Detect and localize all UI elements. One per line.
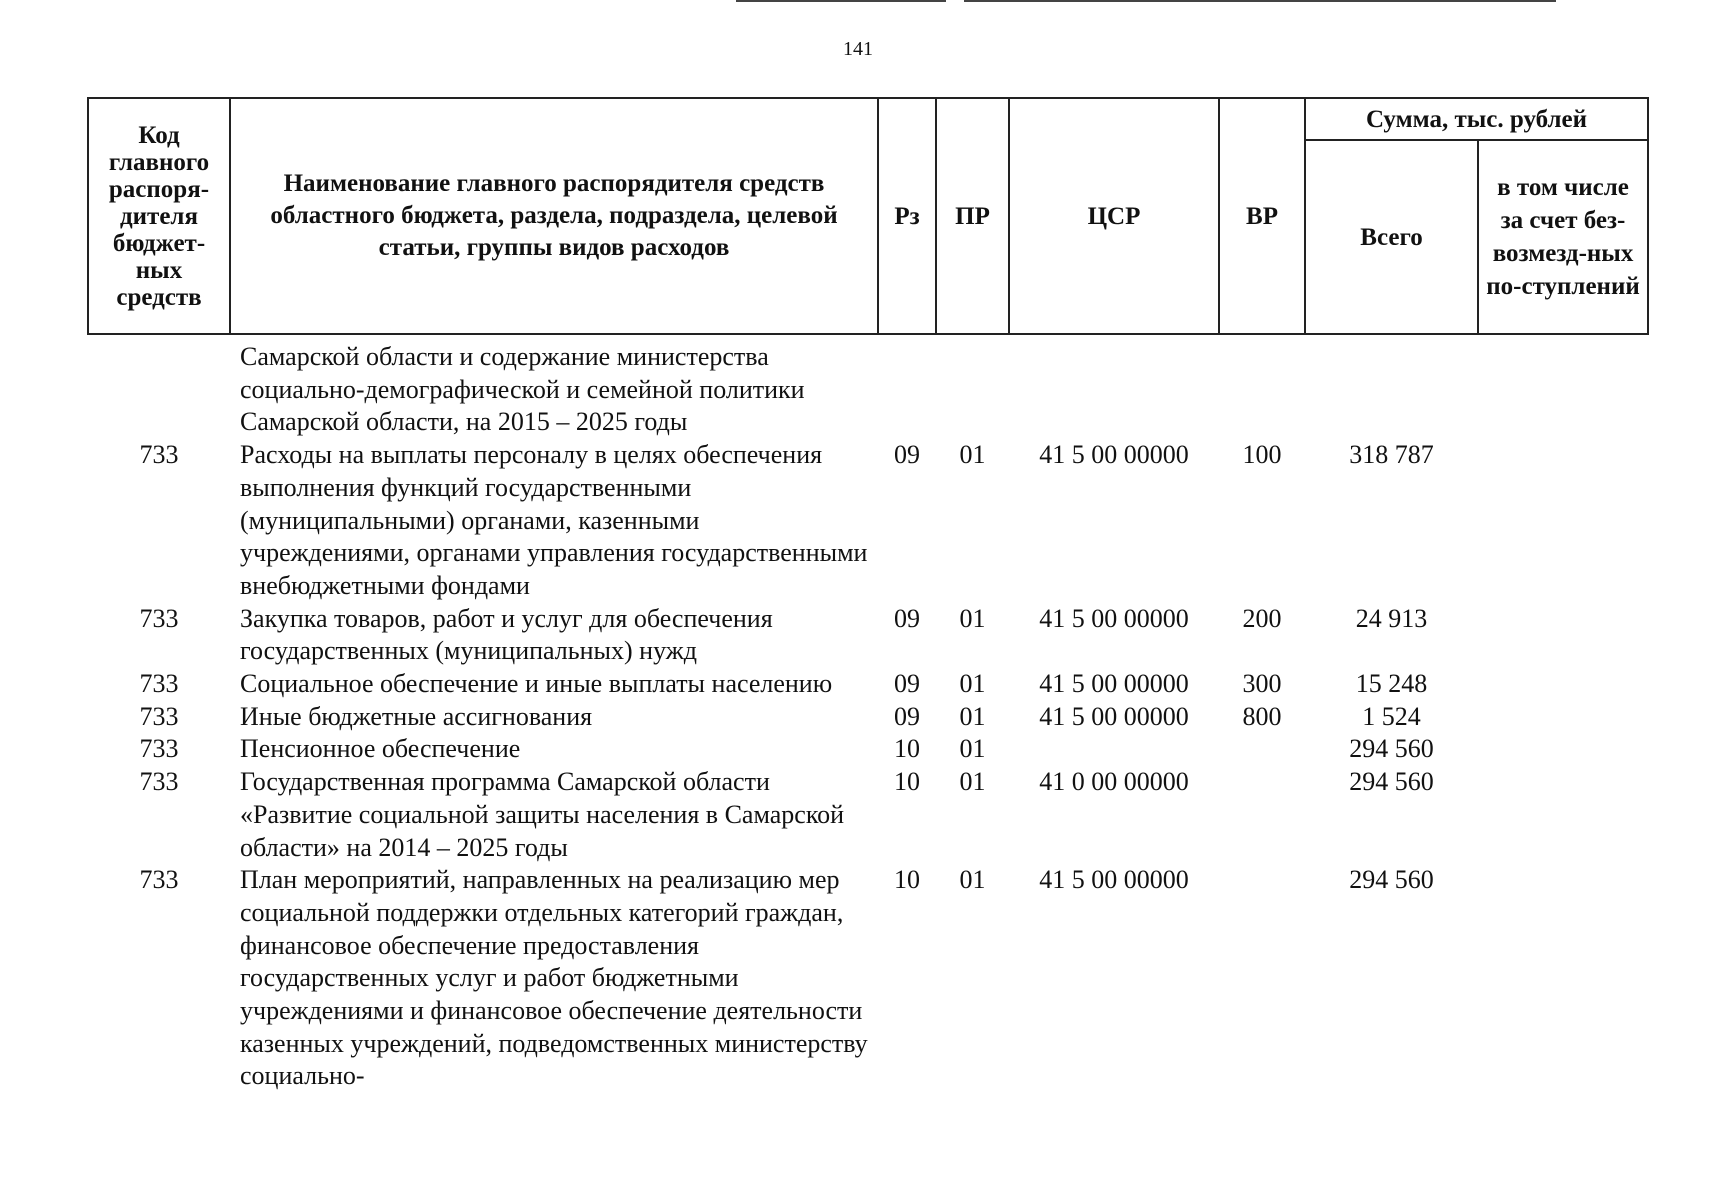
cell-pr: 01 — [959, 865, 986, 895]
cell-vr — [1219, 733, 1305, 766]
table-row — [88, 439, 1648, 603]
cell-code: 733 — [139, 603, 179, 633]
header-vr: ВР — [1219, 98, 1305, 334]
cell-total: 15 248 — [1355, 669, 1428, 699]
cell-code: 733 — [139, 734, 179, 764]
cell-vr: 100 — [1242, 440, 1282, 470]
cell-gratuitous — [1478, 733, 1648, 766]
table-row — [88, 766, 1648, 864]
cell-rz: 10 — [894, 734, 920, 764]
cell-name: Расходы на выплаты персоналу в целях обеспечения выполнения функций государственными (муниципальными) органами, казенными учреждениями, органами управления государственными внебюджетными фондами — [240, 440, 868, 600]
cell-code: 733 — [139, 669, 179, 699]
table-body — [88, 334, 1648, 1093]
table-row — [88, 733, 1648, 766]
cell-name: Закупка товаров, работ и услуг для обеспечения государственных (муниципальных) нужд — [240, 603, 773, 666]
cell-csr: 41 5 00 00000 — [1039, 603, 1189, 633]
cell-name: План мероприятий, направленных на реализацию мер социальной поддержки отдельных категорий граждан, финансовое обеспечение предоставления государственных услуг и работ бюджетными учреждениями и финансовое обеспечение деятельности казенных учреждений, подведомственных министерству социально- — [240, 865, 868, 1091]
cell-csr: 41 5 00 00000 — [1039, 669, 1189, 699]
cell-rz: 10 — [894, 865, 920, 895]
cell-pr — [936, 334, 1009, 439]
cell-pr: 01 — [959, 603, 986, 633]
cell-rz: 09 — [894, 669, 920, 699]
cell-rz: 09 — [894, 603, 920, 633]
cell-code: 733 — [139, 767, 179, 797]
cell-total: 318 787 — [1349, 440, 1434, 470]
cell-vr: 800 — [1242, 701, 1282, 731]
cell-code: 733 — [139, 865, 179, 895]
cell-csr: 41 0 00 00000 — [1039, 767, 1189, 797]
table-row — [88, 334, 1648, 439]
table-header — [88, 98, 1648, 334]
header-pr: ПР — [936, 98, 1009, 334]
cell-pr: 01 — [959, 701, 986, 731]
cell-total: 294 560 — [1349, 865, 1434, 895]
cell-gratuitous — [1478, 864, 1648, 1093]
cell-name: Государственная программа Самарской области «Развитие социальной защиты населения в Самарской области» на 2014 – 2025 годы — [240, 767, 845, 862]
cell-vr — [1219, 864, 1305, 1093]
header-total: Всего — [1305, 140, 1478, 334]
cell-csr: 41 5 00 00000 — [1039, 440, 1189, 470]
cell-pr: 01 — [959, 734, 986, 764]
cell-gratuitous — [1478, 439, 1648, 603]
cell-vr: 300 — [1242, 669, 1282, 699]
cell-csr: 41 5 00 00000 — [1039, 701, 1189, 731]
cell-rz — [878, 334, 936, 439]
header-code: Код главного распоря-дителя бюджет-ных средств — [88, 98, 230, 334]
header-name: Наименование главного распорядителя средств областного бюджета, раздела, подраздела, целевой статьи, группы видов расходов — [230, 98, 878, 334]
cell-gratuitous — [1478, 766, 1648, 864]
cell-gratuitous — [1478, 334, 1648, 439]
cell-vr — [1219, 334, 1305, 439]
cell-rz: 10 — [894, 767, 920, 797]
cell-total — [1305, 334, 1478, 439]
cell-name: Социальное обеспечение и иные выплаты населению — [240, 669, 833, 699]
cell-pr: 01 — [959, 767, 986, 797]
cell-csr — [1009, 733, 1219, 766]
table-row — [88, 603, 1648, 668]
cell-total: 294 560 — [1349, 734, 1434, 764]
cell-name: Пенсионное обеспечение — [240, 734, 521, 764]
cell-rz: 09 — [894, 440, 920, 470]
cell-csr: 41 5 00 00000 — [1039, 865, 1189, 895]
cell-pr: 01 — [959, 669, 986, 699]
header-csr: ЦСР — [1009, 98, 1219, 334]
cell-gratuitous — [1478, 701, 1648, 734]
top-edge-rule-right — [964, 0, 1556, 2]
cell-rz: 09 — [894, 701, 920, 731]
top-edge-rule-left — [736, 0, 946, 2]
cell-gratuitous — [1478, 668, 1648, 701]
budget-table — [87, 97, 1649, 1093]
cell-total: 24 913 — [1355, 603, 1428, 633]
cell-code: 733 — [139, 440, 179, 470]
header-rz: Рз — [878, 98, 936, 334]
cell-pr: 01 — [959, 440, 986, 470]
table-row — [88, 668, 1648, 701]
cell-total: 1 524 — [1362, 701, 1421, 731]
cell-vr: 200 — [1242, 603, 1282, 633]
cell-name: Иные бюджетные ассигнования — [240, 701, 593, 731]
page-number: 141 — [843, 38, 873, 60]
table-row — [88, 864, 1648, 1093]
cell-total: 294 560 — [1349, 767, 1434, 797]
cell-gratuitous — [1478, 603, 1648, 668]
cell-code: 733 — [139, 701, 179, 731]
cell-csr — [1009, 334, 1219, 439]
cell-code — [88, 334, 230, 439]
header-gratuitous: в том числе за счет без-возмезд-ных по-ступлений — [1478, 140, 1648, 334]
header-sum: Сумма, тыс. рублей — [1305, 98, 1648, 140]
cell-vr — [1219, 766, 1305, 864]
table-row — [88, 701, 1648, 734]
cell-name: Самарской области и содержание министерства социально-демографической и семейной политики Самарской области, на 2015 – 2025 годы — [240, 342, 805, 437]
